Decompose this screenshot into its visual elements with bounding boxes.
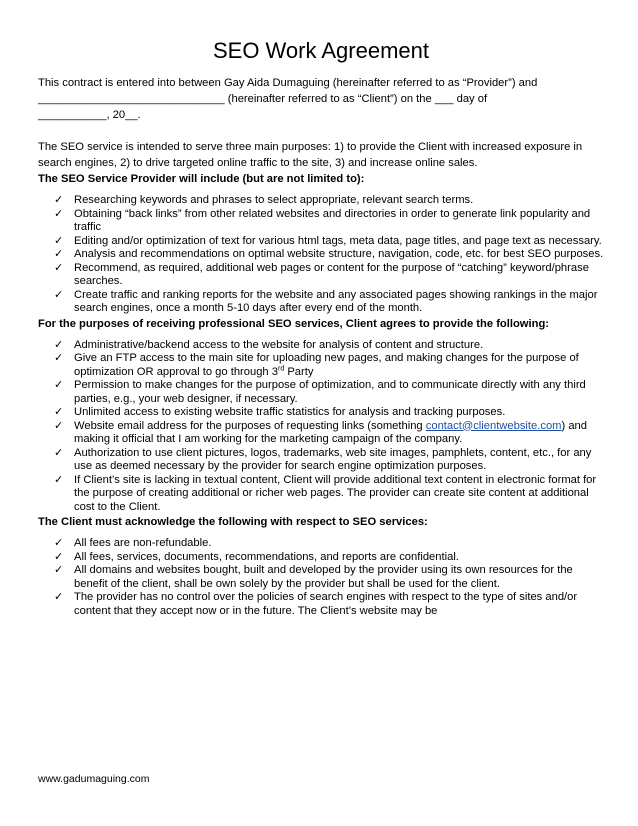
list-item: ✓ All fees, services, documents, recommendations, and reports are confidential. <box>54 550 459 563</box>
checkmark-icon: ✓ <box>54 261 64 274</box>
checkmark-icon: ✓ <box>54 537 64 549</box>
checkmark-icon: ✓ <box>54 591 64 603</box>
list-item: ✓ Give an FTP access to the main site for uploading new pages, and making changes for the purpose of optimization OR approval to go through 3rd Party <box>54 352 579 378</box>
document-title: SEO Work Agreement <box>212 38 429 63</box>
list-item: ✓ The provider has no control over the policies of search engines with respect to the type of sites and/or content that they accept now or in the future. The Client’s website may be <box>54 591 578 617</box>
list-item: ✓ Administrative/backend access to the website for analysis of content and structure. <box>54 338 484 351</box>
checkmark-icon: ✓ <box>54 234 64 247</box>
checkmark-icon: ✓ <box>54 419 64 432</box>
checkmark-icon: ✓ <box>54 473 64 486</box>
checkmark-icon: ✓ <box>54 194 64 206</box>
intro-line-3: ___________, 20__. <box>38 109 141 121</box>
provider-heading: The SEO Service Provider will include (but are not limited to): <box>38 173 365 185</box>
purpose-paragraph: The SEO service is intended to serve three main purposes: 1) to provide the Client with increased exposure in search engines, 2) to drive targeted online traffic to the site, 3) and increase online sales. <box>38 141 583 169</box>
checkmark-icon: ✓ <box>54 446 64 459</box>
client-list <box>38 339 604 515</box>
list-item: ✓ Permission to make changes for the purpose of optimization, and to communicate directly with any third parties, e.g., your web designer, if necessary. <box>54 379 586 405</box>
acknowledge-heading: The Client must acknowledge the following with respect to SEO services: <box>38 516 428 528</box>
checkmark-icon: ✓ <box>54 248 64 260</box>
client-email-link[interactable]: contact@clientwebsite.com <box>425 419 562 432</box>
list-item: ✓ If Client’s site is lacking in textual content, Client will provide additional text content in electronic format for the purpose of creating additional or richer web pages. The provider can create site content at additional cost to the Client. <box>54 473 597 513</box>
acknowledge-list <box>38 537 604 618</box>
checkmark-icon: ✓ <box>54 379 64 391</box>
provider-list <box>38 194 604 316</box>
list-item: ✓ Website email address for the purposes of requesting links (something contact@clientwebsite.com) and making it official that I am working for the marketing campaign of the company. <box>54 419 587 445</box>
list-item: ✓ Analysis and recommendations on optimal website structure, navigation, code, etc. for best SEO purposes. <box>54 248 604 260</box>
checkmark-icon: ✓ <box>54 207 64 220</box>
checkmark-icon: ✓ <box>54 338 64 351</box>
list-item: ✓ Authorization to use client pictures, logos, trademarks, web site images, pamphlets, content, etc., for any use as deemed necessary by the provider for search engine optimization purposes. <box>54 446 592 472</box>
checkmark-icon: ✓ <box>54 564 64 576</box>
list-item: ✓ Create traffic and ranking reports for the website and any associated pages showing rankings in the major search engines, once a month 5-10 days after every end of the month. <box>54 288 598 314</box>
client-heading: For the purposes of receiving professional SEO services, Client agrees to provide the following: <box>38 317 550 330</box>
list-item: ✓ Researching keywords and phrases to select appropriate, relevant search terms. <box>54 194 474 206</box>
intro-line-2: ______________________________ (hereinafter referred to as “Client”) on the ___ day of <box>38 93 488 105</box>
list-item: ✓ All domains and websites bought, built and developed by the provider using its own resources for the benefit of the client, shall be own solely by the provider but shall be used for the client. <box>54 564 573 590</box>
checkmark-icon: ✓ <box>54 288 64 301</box>
list-item: ✓ All fees are non-refundable. <box>54 537 212 549</box>
list-item: ✓ Unlimited access to existing website traffic statistics for analysis and tracking purposes. <box>54 406 506 418</box>
document-page <box>38 36 604 618</box>
list-item: ✓ Editing and/or optimization of text for various html tags, meta data, page titles, and page text as necessary. <box>54 234 602 247</box>
list-item: ✓ Recommend, as required, additional web pages or content for the purpose of “catching” keyword/phrase searches. <box>54 261 589 287</box>
footer-url[interactable]: www.gadumaguing.com <box>38 773 150 785</box>
checkmark-icon: ✓ <box>54 352 64 364</box>
checkmark-icon: ✓ <box>54 550 64 563</box>
list-item: ✓ Obtaining “back links” from other related websites and directories in order to generate link popularity and traffic <box>54 207 591 233</box>
intro-line-1: This contract is entered into between Gay Aida Dumaguing (hereinafter referred to as “Provider”) and <box>38 77 538 89</box>
checkmark-icon: ✓ <box>54 406 64 418</box>
